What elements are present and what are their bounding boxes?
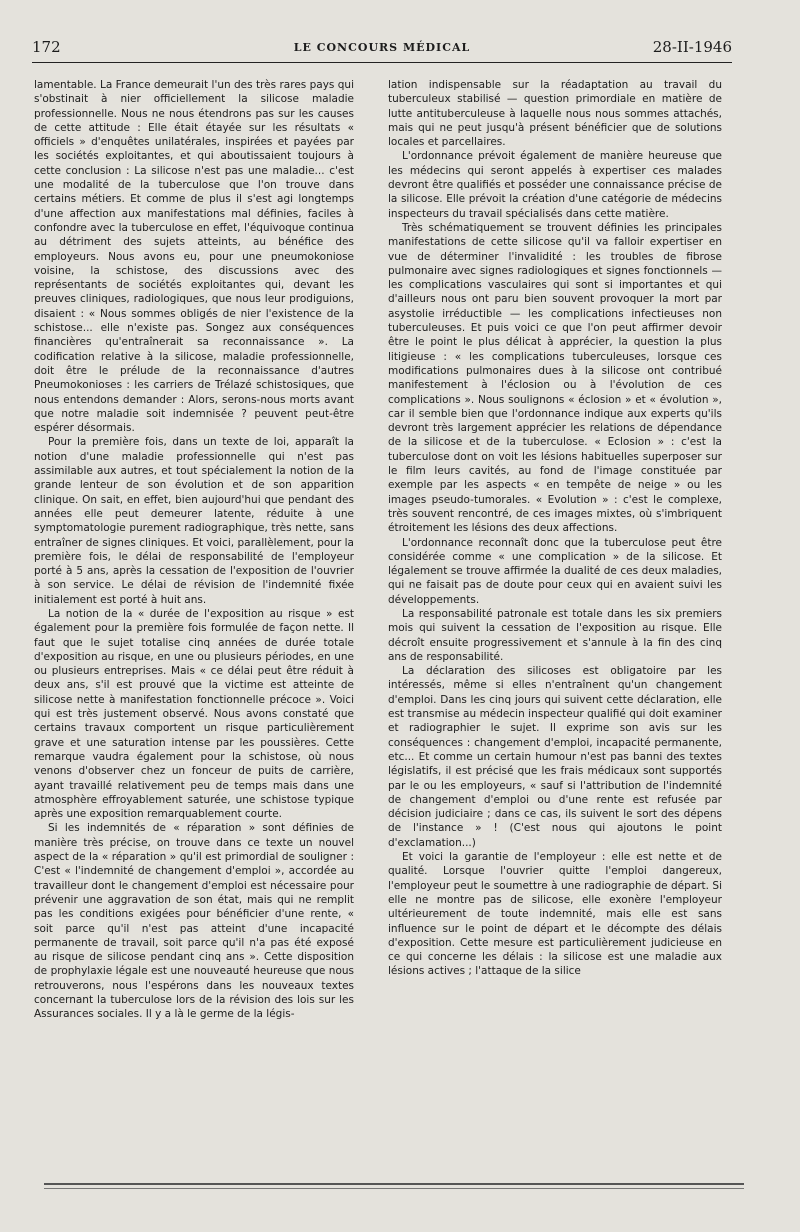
paragraph: lation indispensable sur la réadaptation au travail du tuberculeux stabilisé — question primordiale en matière de lutte antituberculeuse à laquelle nous nous sommes attachés, mais qui ne peut jusqu'à présent bénéficier que de solutions locales et parcellaires. [388, 79, 722, 149]
page-header [32, 38, 732, 63]
journal-title: LE CONCOURS MÉDICAL [293, 41, 471, 54]
issue-date: 28-II-1946 [652, 38, 732, 56]
paragraph: La notion de la « durée de l'exposition au risque » est également pour la première fois formulée de façon nette. Il faut que le sujet totalise cinq années de durée totale d'exposition au risque, en une ou plusieurs périodes, en une ou plusieurs entreprises. Mais « ce délai peut être réduit à deux ans, s'il est prouvé que la victime est atteinte de silicose nette à manifestation fonctionnelle précoce ». Voici qui est très justement observé. Nous avons constaté que certains travaux comportent un risque particulièrement grave et une saturation intense par les poussières. Cette remarque vaudra également pour la schistose, où nous venons d'observer chez un fonceur de puits de carrière, ayant travaillé relativement peu de temps mais dans une atmosphère effroyablement saturée, une schistose typique après une exposition remarquablement courte. [34, 607, 354, 821]
page-number: 172 [32, 38, 61, 56]
paragraph: Si les indemnités de « réparation » sont définies de manière très précise, on trouve dans ce texte un nouvel aspect de la « réparation » qu'il est primordial de souligner : C'est « l'indemnité de changement d'emploi », accordée au travailleur dont le changement d'emploi est nécessaire pour prévenir une aggravation de son état, mais qui ne remplit pas les conditions exigées pour bénéficier d'une rente, « soit parce qu'il n'est pas atteint d'une incapacité permanente de travail, soit parce qu'il n'a pas été exposé au risque de silicose pendant cinq ans ». Cette disposition de prophylaxie légale est une nouveauté heureuse que nous retrouverons, nous l'espérons dans les nouveaux textes concernant la tuberculose lors de la révision des lois sur les Assurances sociales. Il y a là le germe de la légis- [34, 822, 354, 1021]
paragraph: Très schématiquement se trouvent définies les principales manifestations de cette silicose qu'il va falloir expertiser en vue de déterminer l'invalidité : les troubles de fibrose pulmonaire avec signes radiologiques et signes fonctionnels — les complications vasculaires qui sont si importantes et qui d'ailleurs nous ont paru bien souvent provoquer la mort par asystolie irréductible — les complications infectieuses non tuberculeuses. Et puis voici ce que l'on peut affirmer devoir être le point le plus délicat à apprécier, la question la plus litigieuse : « les complications tuberculeuses, lorsque ces modifications pulmonaires dues à la silicose ont contribué manifestement à l'éclosion ou à l'évolution de ces complications ». Nous soulignons « éclosion » et « évolution », car il semble bien que l'ordonnance indique aux experts qu'ils devront très largement apprécier les relations de dépendance de la silicose et de la tuberculose. « Eclosion » : c'est la tuberculose dont on voit les lésions habituelles superposer sur le film leurs cavités, au fond de l'image constituée par exemple par les aspects « en tempête de neige » ou les images pseudo-tumorales. « Evolution » : c'est le complexe, très souvent rencontré, de ces images mixtes, où s'imbriquent étroitement les lésions des deux affections. [388, 221, 722, 535]
bottom-rule [44, 1183, 744, 1185]
left-column [34, 78, 354, 1158]
right-column [388, 78, 722, 1158]
bottom-rule-thin [44, 1188, 744, 1189]
paragraph: L'ordonnance prévoit également de manière heureuse que les médecins qui seront appelés à expertiser ces malades devront être qualifiés et posséder une connaissance précise de la silicose. Elle prévoit la création d'une catégorie de médecins inspecteurs du travail spécialisés dans cette matière. [388, 150, 722, 220]
paragraph: L'ordonnance reconnaît donc que la tuberculose peut être considérée comme « une complication » de la silicose. Et légalement se trouve affirmée la dualité de ces deux maladies, qui ne faisait pas de doute pour ceux qui en avaient suivi les développements. [388, 536, 722, 606]
paragraph: Et voici la garantie de l'employeur : elle est nette et de qualité. Lorsque l'ouvrier quitte l'emploi dangereux, l'employeur peut le soumettre à une radiographie de départ. Si elle ne montre pas de silicose, elle exonère l'employeur ultérieurement de toute indemnité, mais elle est sans influence sur le point de départ et le décompte des délais d'exposition. Cette mesure est particulièrement judicieuse en ce qui concerne les délais : la silicose est une maladie aux lésions actives ; l'attaque de la silice [388, 851, 722, 978]
paragraph: La responsabilité patronale est totale dans les six premiers mois qui suivent la cessation de l'exposition au risque. Elle décroît ensuite progressivement et s'annule à la fin des cinq ans de responsabilité. [388, 607, 722, 663]
paragraph: La déclaration des silicoses est obligatoire par les intéressés, même si elles n'entraînent qu'un changement d'emploi. Dans les cinq jours qui suivent cette déclaration, elle est transmise au médecin inspecteur qualifié qui doit examiner et radiographier le sujet. Il exprime son avis sur les conséquences : changement d'emploi, incapacité permanente, etc... Et comme un certain humour n'est pas banni des textes législatifs, il est précisé que les frais médicaux sont supportés par le ou les employeurs, « sauf si l'attribution de l'indemnité de changement d'emploi ou d'une rente est refusée par décision judiciaire ; dans ce cas, ils suivent le sort des dépens de l'instance » ! (C'est nous qui ajoutons le point d'exclamation...) [388, 665, 722, 849]
paragraph: Pour la première fois, dans un texte de loi, apparaît la notion d'une maladie professionnelle qui n'est pas assimilable aux autres, et tout spécialement la notion de la grande lenteur de son évolution et de son apparition clinique. On sait, en effet, bien aujourd'hui que pendant des années elle peut demeurer latente, réduite à une symptomatologie purement radiographique, très nette, sans entraîner de signes cliniques. Et voici, parallèlement, pour la première fois, le délai de responsabilité de l'employeur porté à 5 ans, après la cessation de l'exposition de l'ouvrier à son service. Le délai de révision de l'indemnité fixée initialement est porté à huit ans. [34, 436, 354, 606]
paragraph: lamentable. La France demeurait l'un des très rares pays qui s'obstinait à nier officiellement la silicose maladie professionnelle. Nous ne nous étendrons pas sur les causes de cette attitude : Elle était étayée sur les résultats « officiels » d'enquêtes unilatérales, inspirées et payées par les sociétés exploitantes, et qui aboutissaient toujours à cette conclusion : La silicose n'est pas une maladie... c'est une modalité de la tuberculose que l'on trouve dans certains métiers. Et comme de plus il s'est agi longtemps d'une affection aux manifestations mal définies, faciles à confondre avec la tuberculose en effet, l'équivoque continua au détriment des sujets atteints, au bénéfice des employeurs. Nous avons eu, pour une pneumokoniose voisine, la schistose, des discussions avec des représentants de sociétés exploitantes qui, devant les preuves cliniques, radiologiques, que nous leur prodiguions, disaient : « Nous sommes obligés de nier l'existence de la schistose... elle n'existe pas. Songez aux conséquences financières qu'entraînerait sa reconnaissance ». La codification relative à la silicose, maladie professionnelle, doit être le prélude de la reconnaissance d'autres Pneumokonioses : les carriers de Trélazé schistosiques, que nous entendons demander : Alors, serons-nous morts avant que notre maladie soit indemnisée ? peuvent peut-être espérer désormais. [34, 79, 354, 435]
